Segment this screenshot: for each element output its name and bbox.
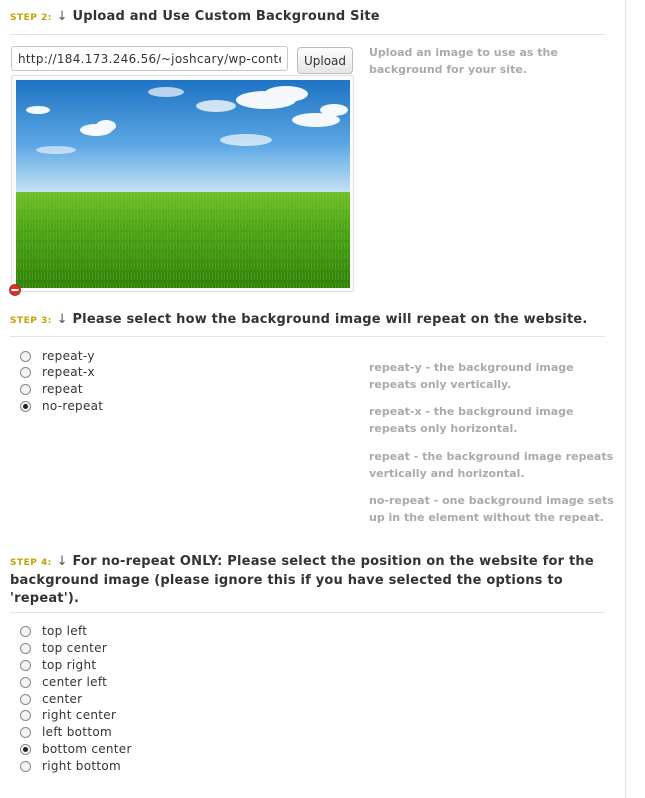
step3-title: Please select how the background image will repeat on the website. — [72, 312, 588, 327]
radio-label: right center — [42, 708, 117, 722]
down-arrow-icon: ↓ — [56, 9, 68, 24]
radio-label: bottom center — [42, 742, 132, 756]
down-arrow-icon: ↓ — [56, 312, 68, 327]
radio-button[interactable] — [20, 384, 31, 395]
radio-button[interactable] — [20, 351, 31, 362]
remove-icon[interactable] — [9, 284, 21, 296]
no-repeat-help — [369, 492, 614, 526]
step3-divider — [10, 336, 605, 337]
radio-button[interactable] — [20, 761, 31, 772]
step2-heading — [10, 8, 380, 27]
step4-title: For no-repeat ONLY: Please select the position on the website for the — [72, 554, 594, 569]
step3-heading — [10, 311, 588, 330]
radio-label: top center — [42, 641, 108, 655]
radio-label: right bottom — [42, 759, 122, 773]
step2-help-line1: Upload an image to use as the — [369, 46, 558, 59]
radio-button[interactable] — [20, 660, 31, 671]
radio-button[interactable] — [20, 626, 31, 637]
step2-tag: STEP 2: — [10, 13, 52, 23]
field-and-sky-image — [16, 80, 350, 288]
radio-label: no-repeat — [42, 399, 104, 413]
radio-button[interactable] — [20, 710, 31, 721]
help-line: up in the element without the repeat. — [369, 511, 604, 524]
down-arrow-icon: ↓ — [56, 554, 68, 569]
image-preview-frame — [11, 75, 354, 292]
radio-button[interactable] — [20, 744, 31, 755]
repeat-help — [369, 448, 613, 482]
step2-help-line2: background for your site. — [369, 63, 527, 76]
step4-tag: STEP 4: — [10, 558, 52, 568]
help-line: repeats only vertically. — [369, 378, 512, 391]
step3-tag: STEP 3: — [10, 316, 52, 326]
radio-button[interactable] — [20, 643, 31, 654]
step4-title-line1 — [10, 553, 594, 572]
repeat-y-help — [369, 359, 574, 393]
radio-label: top left — [42, 624, 88, 638]
repeat-x-help — [369, 403, 574, 437]
help-line: repeats only horizontal. — [369, 422, 518, 435]
help-line: no-repeat - one background image sets — [369, 494, 614, 507]
help-line: vertically and horizontal. — [369, 467, 525, 480]
step4-divider — [10, 612, 605, 613]
radio-label: top right — [42, 658, 97, 672]
radio-button[interactable] — [20, 367, 31, 378]
step4-title-line2: background image (please ignore this if you have selected the options to — [10, 573, 563, 588]
radio-button[interactable] — [20, 694, 31, 705]
radio-label: repeat — [42, 382, 83, 396]
step2-title: Upload and Use Custom Background Site — [72, 9, 380, 24]
upload-button[interactable]: Upload — [297, 47, 353, 74]
step4-heading — [10, 553, 594, 608]
help-line: repeat-y - the background image — [369, 361, 574, 374]
help-line: repeat - the background image repeats — [369, 450, 614, 463]
radio-label: center — [42, 692, 83, 706]
radio-button[interactable] — [20, 727, 31, 738]
help-line: repeat-x - the background image — [369, 405, 574, 418]
radio-label: center left — [42, 675, 108, 689]
radio-label: repeat-x — [42, 365, 95, 379]
content-divider — [625, 0, 626, 798]
step4-title-line3: 'repeat'). — [10, 591, 80, 606]
radio-button[interactable] — [20, 677, 31, 688]
step2-help — [369, 44, 558, 78]
step2-divider — [10, 34, 605, 35]
radio-label: left bottom — [42, 725, 112, 739]
radio-label: repeat-y — [42, 349, 95, 363]
radio-button[interactable] — [20, 401, 31, 412]
background-url-input[interactable] — [11, 46, 288, 71]
